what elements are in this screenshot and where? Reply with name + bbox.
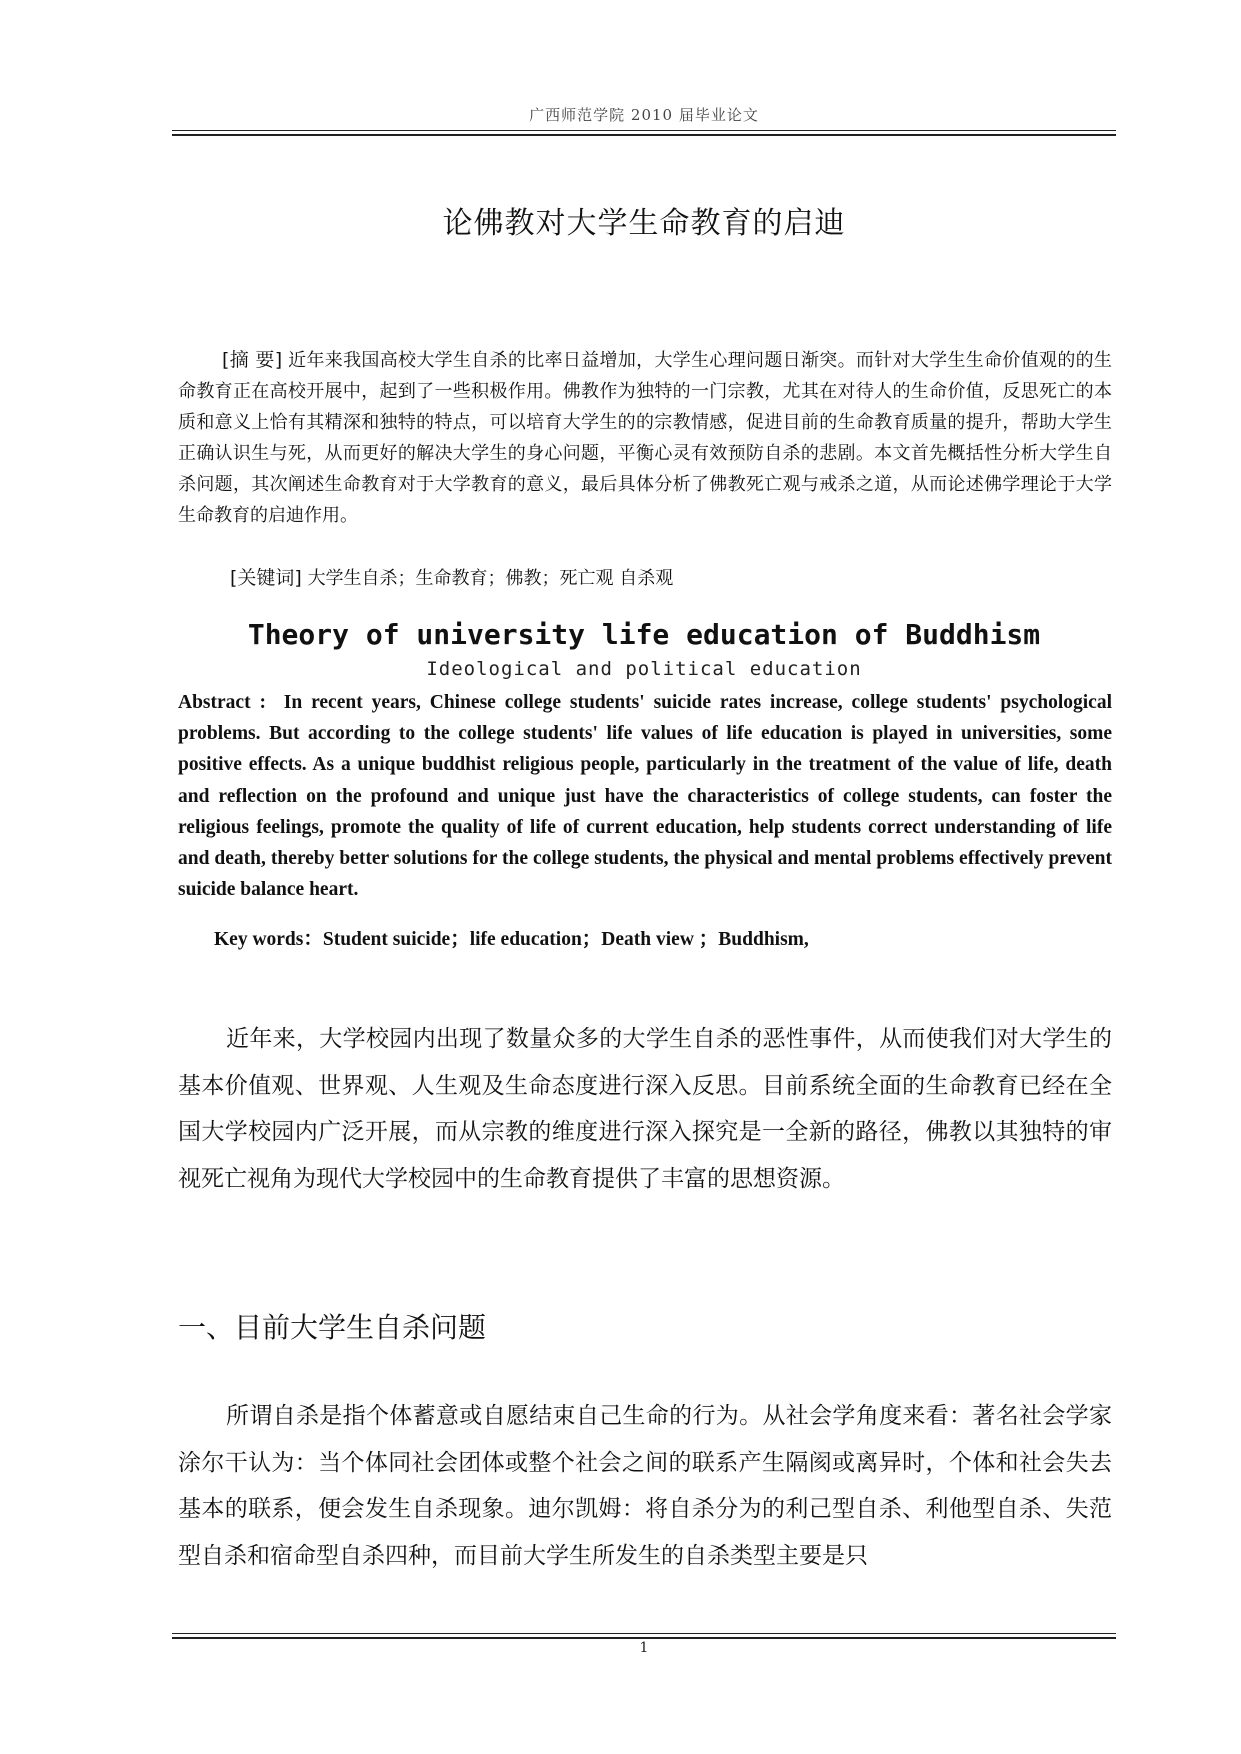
abstract-text: 近年来我国高校大学生自杀的比率日益增加，大学生心理问题日渐突。而针对大学生生命价值观的的生命教育正在高校开展中，起到了一些积极作用。佛教作为独特的一门宗教，尤其在对待人的生命价值，反思死亡的本质和意义上恰有其精深和独特的特点，可以培育大学生的的宗教情感，促进目前的生命教育质量的提升，帮助大学生正确认识生与死，从而更好的解决大学生的身心问题，平衡心灵有效预防自杀的悲剧。本文首先概括性分析大学生自杀问题，其次阐述生命教育对于大学教育的意义，最后具体分析了佛教死亡观与戒杀之道，从而论述佛学理论于大学生命教育的启迪作用。 [178, 350, 1112, 526]
chinese-abstract [178, 345, 1112, 531]
english-keywords-text: Student suicide；life education；Death view ；Buddhism, [322, 929, 809, 950]
english-abstract [178, 687, 1112, 905]
abstract-label: [摘 要] [222, 349, 283, 371]
section-paragraph: 所谓自杀是指个体蓄意或自愿结束自己生命的行为。从社会学角度来看：著名社会学家涂尔干认为：当个体同社会团体或整个社会之间的联系产生隔阂或离异时，个体和社会失去基本的联系，便会发生自杀现象。迪尔凯姆：将自杀分为的利己型自杀、利他型自杀、失范型自杀和宿命型自杀四种，而目前大学生所发生的自杀类型主要是只 [178, 1403, 1112, 1569]
header-rule [172, 130, 1116, 136]
section-heading: 一、目前大学生自杀问题 [178, 1311, 487, 1344]
english-subtitle: Ideological and political education [426, 658, 862, 680]
keywords-label: [关键词] [230, 567, 302, 589]
chinese-keywords [230, 563, 1110, 590]
keywords-text: 大学生自杀；生命教育；佛教；死亡观 自杀观 [307, 568, 674, 589]
running-header: 广西师范学院 2010 届毕业论文 [529, 106, 759, 124]
english-abstract-label: Abstract : [178, 692, 266, 713]
intro-paragraph: 近年来，大学校园内出现了数量众多的大学生自杀的恶性事件，从而使我们对大学生的基本价值观、世界观、人生观及生命态度进行深入反思。目前系统全面的生命教育已经在全国大学校园内广泛开展，而从宗教的维度进行深入探究是一全新的路径，佛教以其独特的审视死亡视角为现代大学校园中的生命教育提供了丰富的思想资源。 [178, 1026, 1112, 1192]
document-title: 论佛教对大学生命教育的启迪 [442, 206, 846, 241]
english-keywords-label: Key words： [214, 929, 323, 950]
english-keywords [214, 923, 1114, 951]
english-abstract-text: In recent years, Chinese college students' suicide rates increase, college students' psychological problems. But according to the college students' life values of life education is played in universities, some positive effects. As a unique buddhist religious people, particularly in the treatment of the value of life, death and reflection on the profound and unique just have the characteristics of college students, can foster the religious feelings, promote the quality of life of current education, help students correct understanding of life and death, thereby better solutions for the college students, the physical and mental problems effectively prevent suicide balance heart. [178, 692, 1113, 901]
english-title: Theory of university life education of Buddhism [247, 618, 1041, 651]
page-number: 1 [639, 1640, 649, 1656]
footer-rule [172, 1633, 1116, 1639]
